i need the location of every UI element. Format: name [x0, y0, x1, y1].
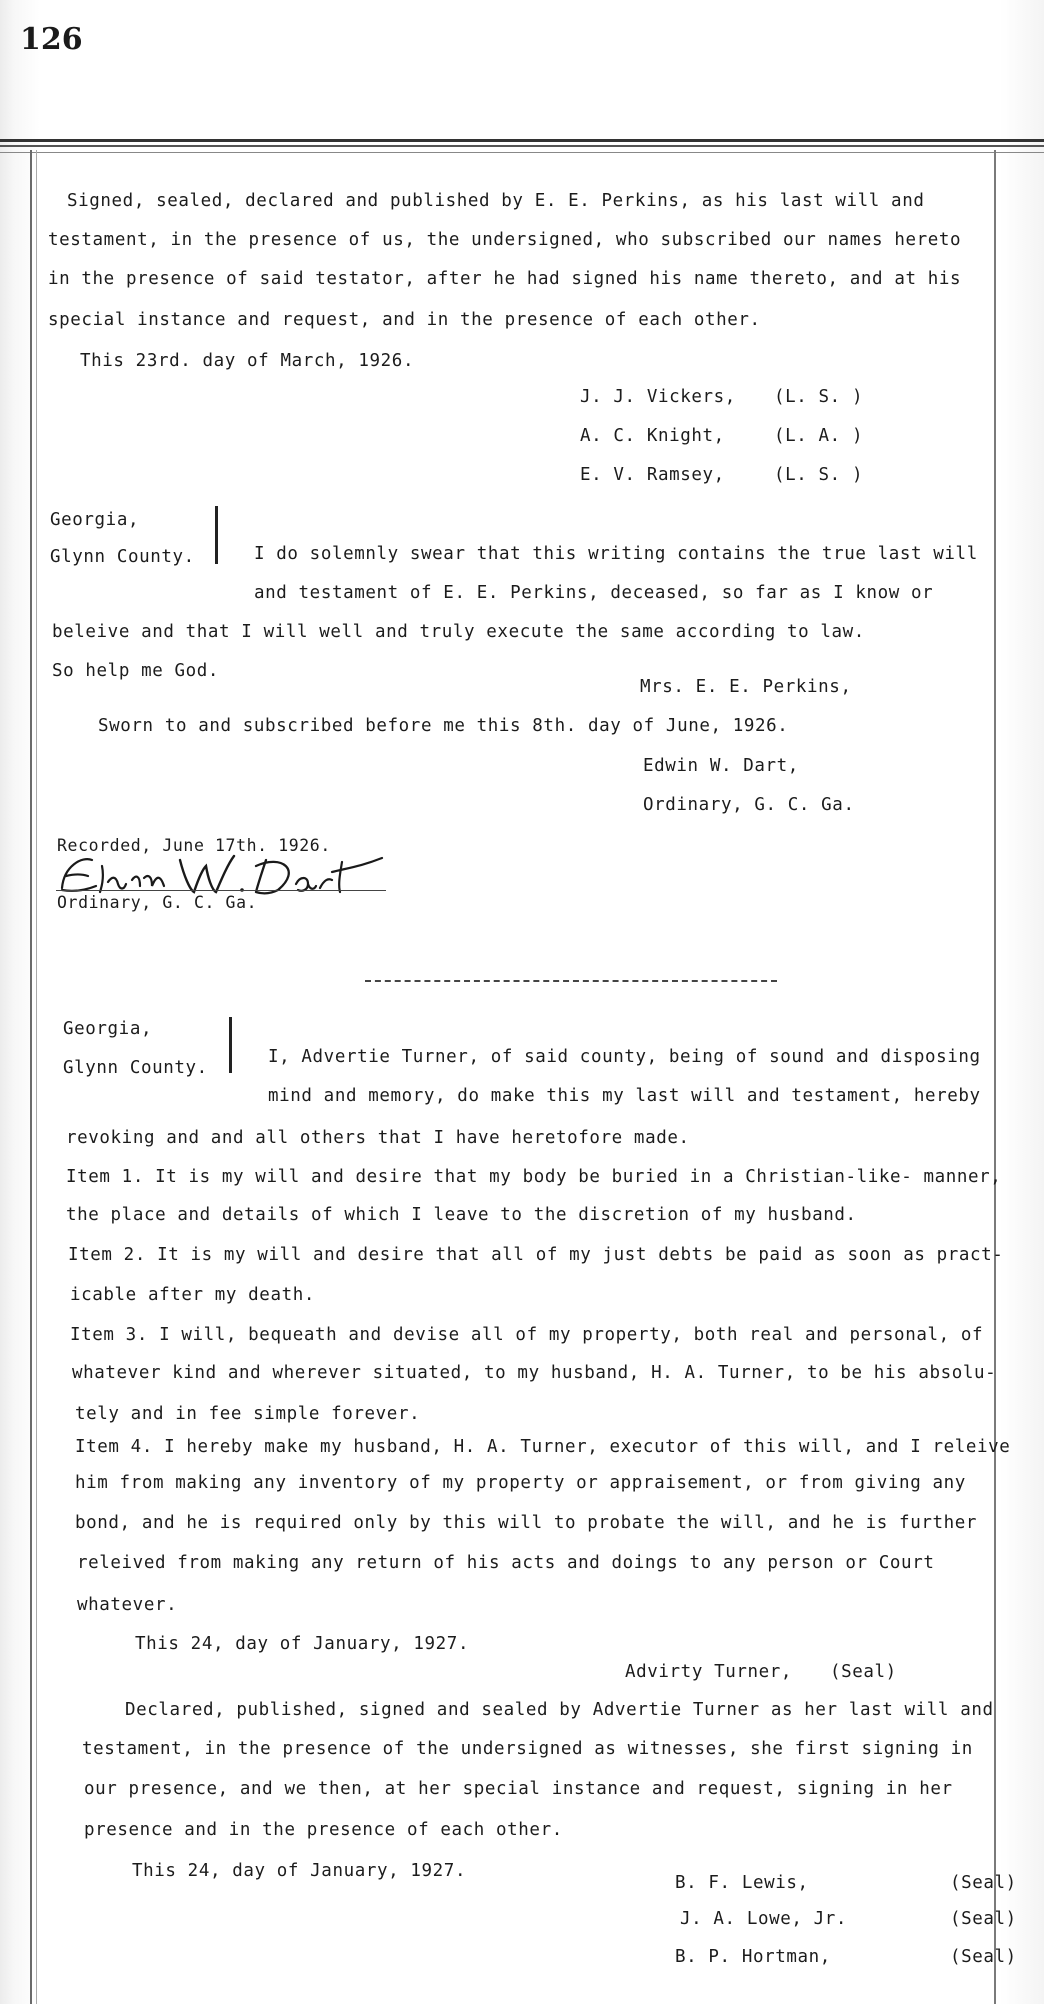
- witness-name: J. J. Vickers,: [580, 387, 736, 407]
- testator-seal: (Seal): [830, 1662, 897, 1682]
- will-attest-line: presence and in the presence of each other.: [84, 1820, 563, 1840]
- oath-line: So help me God.: [52, 661, 220, 681]
- will-intro-line: I, Advertie Turner, of said county, being of sound and disposing: [268, 1047, 981, 1067]
- will-attest-line: our presence, and we then, at her special instance and request, signing in her: [84, 1779, 953, 1799]
- will-item-line: whatever kind and wherever situated, to my husband, H. A. Turner, to be his absolu-: [72, 1363, 997, 1383]
- will-item-line: tely and in fee simple forever.: [75, 1404, 421, 1424]
- attestation-date: This 23rd. day of March, 1926.: [80, 351, 415, 371]
- witness-name: E. V. Ramsey,: [580, 465, 725, 485]
- sworn-statement: Sworn to and subscribed before me this 8th. day of June, 1926.: [98, 716, 789, 736]
- section-divider: [365, 980, 777, 982]
- will-date: This 24, day of January, 1927.: [135, 1634, 470, 1654]
- header-rule: [0, 139, 1044, 142]
- witness-seal: (Seal): [950, 1947, 1017, 1967]
- oath-line: beleive and that I will well and truly execute the same according to law.: [52, 622, 865, 642]
- witness-seal: (Seal): [950, 1873, 1017, 1893]
- signature-line: [56, 890, 386, 891]
- oath-signer: Mrs. E. E. Perkins,: [640, 677, 852, 697]
- oath-line: I do solemnly swear that this writing contains the true last will: [254, 544, 978, 564]
- witness-seal: (L. S. ): [774, 465, 864, 485]
- witness-seal: (Seal): [950, 1909, 1017, 1929]
- will-item-line: icable after my death.: [70, 1285, 315, 1305]
- testator-signature: Advirty Turner,: [625, 1662, 793, 1682]
- will-date-2: This 24, day of January, 1927.: [132, 1861, 467, 1881]
- official-title: Ordinary, G. C. Ga.: [643, 795, 855, 815]
- recorded-line: Recorded, June 17th. 1926.: [57, 836, 331, 855]
- will-item-line: bond, and he is required only by this will to probate the will, and he is further: [75, 1513, 978, 1533]
- will-item-line: Item 1. It is my will and desire that my body be buried in a Christian-like- manner,: [66, 1167, 1002, 1187]
- page-number: 126: [20, 22, 83, 57]
- header-rule-tertiary: [0, 152, 1044, 153]
- venue-bracket: [215, 506, 218, 564]
- will-attest-line: testament, in the presence of the undersigned as witnesses, she first signing in: [82, 1739, 973, 1759]
- attestation-line: testament, in the presence of us, the undersigned, who subscribed our names hereto: [48, 230, 962, 250]
- will-intro-line: mind and memory, do make this my last will and testament, hereby: [268, 1086, 981, 1106]
- witness-seal: (L. A. ): [774, 426, 864, 446]
- will-item-line: whatever.: [77, 1595, 178, 1615]
- oath-line: and testament of E. E. Perkins, deceased, so far as I know or: [254, 583, 934, 603]
- witness-name: J. A. Lowe, Jr.: [680, 1909, 848, 1929]
- left-margin-rule-inner: [36, 150, 37, 2004]
- attestation-line: Signed, sealed, declared and published by E. E. Perkins, as his last will and: [67, 191, 925, 211]
- official-name: Edwin W. Dart,: [643, 756, 799, 776]
- will-item-line: Item 2. It is my will and desire that all of my just debts be paid as soon as pract-: [68, 1245, 1004, 1265]
- right-margin-rule: [994, 150, 996, 2004]
- will-state: Georgia,: [63, 1019, 153, 1039]
- header-rule-secondary: [0, 145, 1044, 147]
- venue-bracket: [229, 1017, 232, 1073]
- will-item-line: Item 3. I will, bequeath and devise all of my property, both real and personal, of: [70, 1325, 984, 1345]
- will-attest-line: Declared, published, signed and sealed by Advertie Turner as her last will and: [125, 1700, 994, 1720]
- will-county: Glynn County.: [63, 1058, 208, 1078]
- recorded-title: Ordinary, G. C. Ga.: [57, 893, 258, 912]
- witness-seal: (L. S. ): [774, 387, 864, 407]
- will-item-line: releived from making any return of his acts and doings to any person or Court: [77, 1553, 935, 1573]
- will-intro-line: revoking and and all others that I have heretofore made.: [66, 1128, 690, 1148]
- will-item-line: him from making any inventory of my property or appraisement, or from giving any: [75, 1473, 966, 1493]
- witness-name: B. F. Lewis,: [675, 1873, 809, 1893]
- will-item-line: Item 4. I hereby make my husband, H. A. Turner, executor of this will, and I releive: [75, 1437, 1011, 1457]
- oath-county: Glynn County.: [50, 547, 195, 567]
- oath-state: Georgia,: [50, 510, 140, 530]
- attestation-line: in the presence of said testator, after he had signed his name thereto, and at his: [48, 269, 962, 289]
- left-margin-rule: [30, 150, 32, 2004]
- witness-name: B. P. Hortman,: [675, 1947, 831, 1967]
- attestation-line: special instance and request, and in the presence of each other.: [48, 310, 761, 330]
- will-item-line: the place and details of which I leave to the discretion of my husband.: [66, 1205, 857, 1225]
- witness-name: A. C. Knight,: [580, 426, 725, 446]
